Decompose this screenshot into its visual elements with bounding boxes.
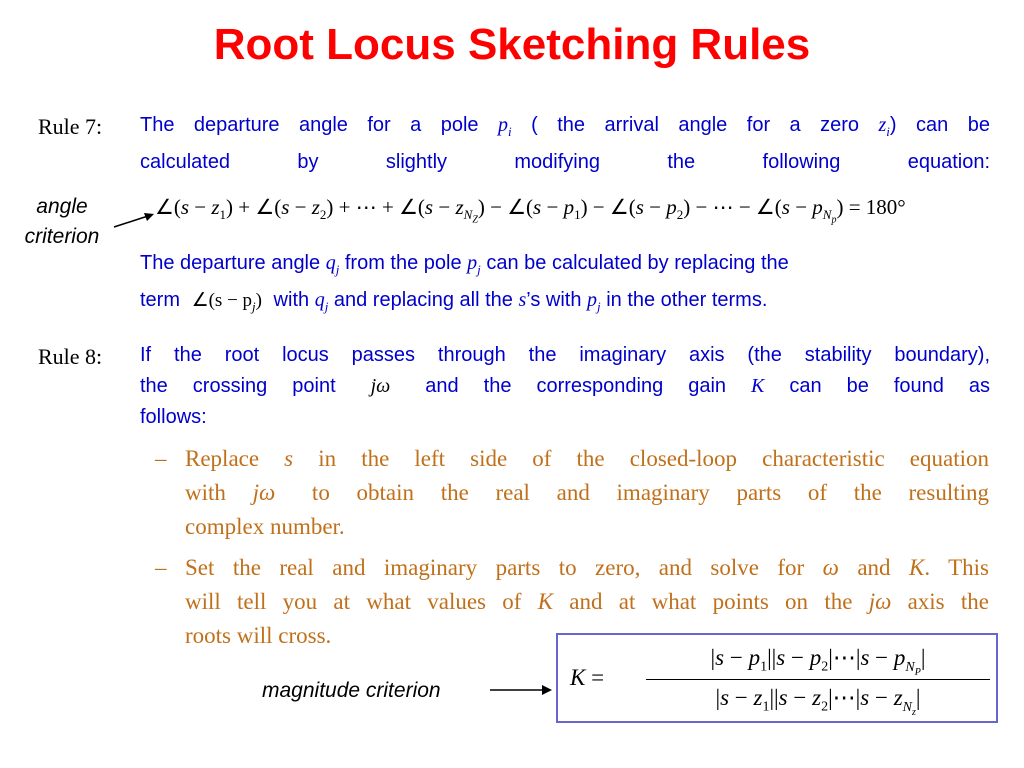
magnitude-criterion-box (556, 633, 998, 723)
magnitude-denominator: $|s - z_1||s$ − $z_2|\cdots|s - z_{N_z}|$ (715, 685, 921, 718)
slide-title: Root Locus Sketching Rules (213, 20, 811, 69)
term-angle-expression: ∠(s − $p_j$) (191, 290, 262, 314)
magnitude-numerator: $|s - p_1||s$ − $p_2|\cdots|s - p_{N_P}|$ (710, 645, 926, 678)
magnitude-criterion-arrow-icon (488, 682, 554, 698)
bullet-item-2: – Set the real and imaginary parts to zero, and solve for ω and K. This will tell you at what values of K and at what points on the jω axis the roots will cross. (155, 555, 989, 648)
rule-7-label: Rule 7: (38, 114, 103, 139)
angle-criterion-label: angle criterion (24, 195, 100, 248)
fraction-bar (646, 679, 990, 680)
rule-7-paragraph (140, 110, 990, 178)
rule-8-line-3: follows: (140, 406, 207, 428)
angle-criterion-equation: ∠(s − $z_1$) + ∠(s − $z_2$) + ⋯ + ∠(s − $z_{N_Z}$) − ∠(s − $p_1$) − ∠(s − $p_2$) − ⋯ − ∠(s − $p_{N_p}) = 180^\circ$ (155, 195, 906, 226)
rule-7-paragraph-2 (140, 248, 990, 322)
rule-7-p2-line-2: term ∠(s − $p_j$) with $q_j$ and replacing all the s’s with $p_j$ in the other terms. (140, 289, 768, 314)
rule-8-line-2: the crossing point jω and the corresponding gain K can be found as (140, 375, 990, 397)
bullet-item-1: – Replace s in the left side of the closed-loop characteristic equation with jω to obtain the real and imaginary parts of the resulting complex number. (155, 446, 990, 539)
magnitude-criterion-label: magnitude criterion (262, 679, 441, 702)
rule-7-line-1: The departure angle for a pole $p_i$ ( the arrival angle for a zero $z_i$) can be (140, 114, 990, 139)
rule-7-p2-line-1: The departure angle $q_j$ from the pole $p_j$ can be calculated by replacing the (140, 252, 789, 277)
rule-8-label: Rule 8: (38, 344, 103, 369)
rule-8-line-1: If the root locus passes through the imaginary axis (the stability boundary), (140, 344, 990, 366)
magnitude-lhs: K = (570, 665, 605, 690)
angle-criterion-arrow-icon (110, 205, 158, 231)
rule-8-paragraph (140, 340, 990, 433)
rule-7-line-2: calculated by slightly modifying the following equation: (140, 151, 990, 173)
